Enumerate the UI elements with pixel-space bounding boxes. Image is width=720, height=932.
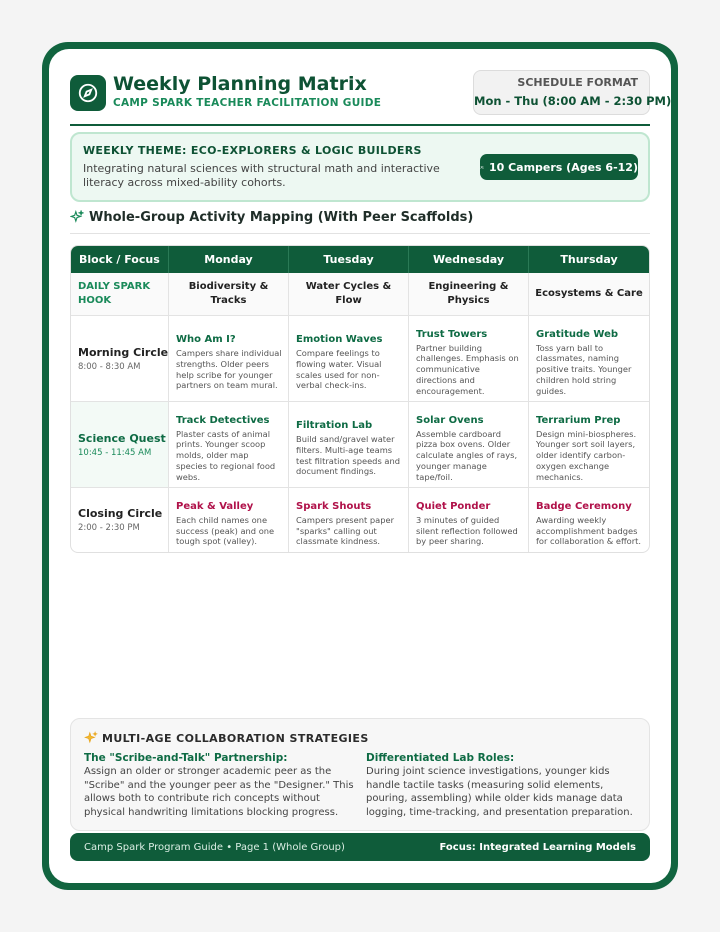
- activity-description: Build sand/gravel water filters. Multi-age teams test filtration speeds and document findings.: [296, 433, 401, 477]
- activity-cell: [409, 402, 529, 487]
- schedule-value: Mon - Thu (8:00 AM - 2:30 PM): [474, 94, 672, 108]
- activity-description: Toss yarn ball to classmates, naming positive traits. Younger children hold string guides.: [536, 342, 632, 396]
- activity-cell: [169, 488, 289, 552]
- column-header: Thursday: [560, 253, 618, 266]
- row-label: DAILY SPARK HOOK: [71, 273, 169, 315]
- activity-description: Design mini-biospheres. Younger sort soil layers, older identify carbon-oxygen exchange mechanics.: [536, 428, 637, 482]
- block-cell: [71, 402, 169, 487]
- activity-description: Each child names one success (peak) and one tough spot (valley).: [176, 514, 275, 547]
- block-name: Morning Circle: [78, 345, 169, 359]
- activity-cell: [289, 316, 409, 401]
- weekly-theme-box: [70, 132, 650, 202]
- activity-title: Emotion Waves: [296, 333, 383, 345]
- activity-title: Badge Ceremony: [536, 500, 632, 512]
- activity-title: Filtration Lab: [296, 419, 373, 431]
- activity-description: Plaster casts of animal prints. Younger scoop molds, older map species to regional food webs.: [176, 428, 276, 482]
- strategies-heading: [84, 731, 369, 745]
- strategy-text: Assign an older or stronger academic peer as the "Scribe" and the younger peer as the "Designer." This allows both to contribute rich concepts without physical handwriting limitations blocking progress.: [84, 766, 354, 818]
- activity-title: Spark Shouts: [296, 500, 372, 512]
- strategy-heading: The "Scribe-and-Talk" Partnership:: [84, 752, 288, 764]
- strategy-item: [366, 752, 641, 819]
- activity-cell: [289, 402, 409, 487]
- table-header-row: [71, 246, 649, 273]
- activity-description: 3 minutes of guided silent reflection followed by peer sharing.: [416, 514, 518, 547]
- activity-cell: [529, 488, 649, 552]
- strategy-item: [84, 752, 359, 819]
- block-time: 8:00 - 8:30 AM: [78, 361, 141, 372]
- activity-section-heading: [70, 210, 650, 234]
- activity-description: Partner building challenges. Emphasis on communicative directions and encouragement.: [416, 342, 519, 396]
- activity-description: Assemble cardboard pizza box ovens. Older calculate angles of rays, younger manage tape/foil.: [416, 428, 518, 482]
- activity-title: Track Detectives: [176, 414, 270, 426]
- block-cell: [71, 488, 169, 552]
- block-cell: [71, 316, 169, 401]
- hook-cell: Ecosystems & Care: [535, 288, 643, 299]
- activity-title: Quiet Ponder: [416, 500, 491, 512]
- activity-cell: [169, 402, 289, 487]
- activity-cell: [529, 316, 649, 401]
- activity-cell: [169, 316, 289, 401]
- column-header: Monday: [169, 246, 289, 273]
- campers-badge-label: 10 Campers (Ages 6-12): [488, 160, 638, 174]
- theme-title: WEEKLY THEME: ECO-EXPLORERS & LOGIC BUILDERS: [83, 144, 422, 157]
- campers-badge: [480, 154, 638, 180]
- sparkles-icon: [70, 210, 84, 224]
- activity-description: Awarding weekly accomplishment badges for collaboration & effort.: [536, 514, 642, 547]
- activity-matrix-table: [70, 245, 650, 553]
- activity-cell: [409, 488, 529, 552]
- activity-title: Peak & Valley: [176, 500, 254, 512]
- collaboration-strategies-box: [70, 718, 650, 831]
- activity-cell: [529, 402, 649, 487]
- block-name: Closing Circle: [78, 507, 163, 520]
- block-time: 2:00 - 2:30 PM: [78, 523, 140, 533]
- table-row-science-quest: [71, 402, 649, 488]
- block-time: 10:45 - 11:45 AM: [78, 447, 152, 458]
- users-icon: [480, 161, 484, 174]
- column-header: Block / Focus: [71, 246, 169, 273]
- strategy-text: During joint science investigations, younger kids handle tactile tasks (measuring solid elements, pouring, assembling) while older kids manage data logging, time-tracking, and presentation preparation.: [366, 766, 633, 818]
- block-name: Science Quest: [78, 431, 166, 445]
- activity-description: Compare feelings to flowing water. Visual scales used for non-verbal check-ins.: [296, 347, 382, 391]
- footer-page-info: Camp Spark Program Guide • Page 1 (Whole Group): [84, 841, 345, 853]
- activity-description: Campers share individual strengths. Older peers help scribe for younger partners on team mural.: [176, 347, 282, 391]
- activity-title: Gratitude Web: [536, 328, 619, 340]
- hook-cell: Biodiversity & Tracks: [169, 273, 289, 315]
- table-row-morning-circle: [71, 316, 649, 402]
- footer-focus: Focus: Integrated Learning Models: [439, 841, 636, 853]
- strategies-title: MULTI-AGE COLLABORATION STRATEGIES: [102, 731, 369, 745]
- column-header: Wednesday: [409, 246, 529, 273]
- activity-cell: [409, 316, 529, 401]
- page-subtitle: CAMP SPARK TEACHER FACILITATION GUIDE: [113, 97, 382, 109]
- section-title: Whole-Group Activity Mapping (With Peer Scaffolds): [89, 210, 474, 225]
- strategy-heading: Differentiated Lab Roles:: [366, 752, 515, 764]
- sparkles-icon: [84, 731, 98, 745]
- page-title: Weekly Planning Matrix: [113, 73, 367, 95]
- table-row-closing-circle: [71, 488, 649, 552]
- activity-title: Trust Towers: [416, 328, 488, 340]
- compass-icon: [70, 75, 106, 111]
- page-footer: [70, 833, 650, 861]
- activity-title: Solar Ovens: [416, 414, 484, 426]
- schedule-label: SCHEDULE FORMAT: [517, 76, 638, 89]
- activity-description: Campers present paper "sparks" calling out classmate kindness.: [296, 514, 395, 547]
- hook-cell: Water Cycles & Flow: [289, 273, 409, 315]
- table-row-hook: [71, 273, 649, 316]
- activity-title: Who Am I?: [176, 333, 236, 345]
- page-header: [70, 70, 672, 126]
- hook-cell: Engineering & Physics: [409, 273, 529, 315]
- activity-title: Terrarium Prep: [536, 414, 621, 426]
- theme-description: Integrating natural sciences with structural math and interactive literacy across mixed-ability cohorts.: [83, 162, 440, 189]
- activity-cell: [289, 488, 409, 552]
- schedule-box: [473, 70, 672, 115]
- column-header: Tuesday: [289, 246, 409, 273]
